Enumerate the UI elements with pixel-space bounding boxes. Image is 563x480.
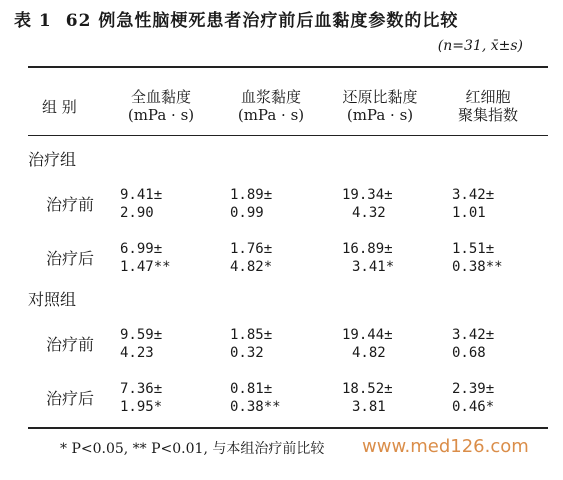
table-title [14, 6, 458, 31]
value-cell [120, 380, 162, 416]
value-mean: 1.89± [230, 187, 273, 203]
bottom-rule [28, 427, 548, 429]
value-sd: 4.23 [120, 345, 154, 361]
header-whole-blood-label: 全血黏度 [130, 88, 191, 106]
value-mean: 18.52± [342, 381, 393, 397]
value-mean: 2.39± [452, 381, 495, 397]
watermark: www.med126.com [362, 436, 529, 457]
value-mean: 1.76± [230, 241, 273, 257]
header-rbc [448, 88, 528, 124]
value-cell [452, 380, 494, 416]
footnote: * P<0.05, ** P<0.01, 与本组治疗前比较 [60, 441, 325, 457]
header-whole-blood-unit: (mPa · s) [127, 106, 195, 124]
header-group: 组 别 [42, 98, 77, 116]
value-sd: 3.41* [352, 259, 395, 275]
row-label: 治疗后 [46, 249, 95, 268]
value-mean: 9.59± [120, 327, 163, 343]
value-cell [230, 240, 272, 276]
value-sd: 3.81 [352, 399, 386, 415]
value-cell [120, 326, 162, 362]
top-rule [28, 66, 548, 68]
table-number: 表 1 [14, 11, 52, 31]
value-mean: 3.42± [452, 187, 495, 203]
header-rbc-unit: 聚集指数 [457, 106, 518, 124]
table-title-text: 62 例急性脑梗死患者治疗前后血黏度参数的比较 [65, 11, 459, 31]
value-mean: 6.99± [120, 241, 163, 257]
header-plasma-unit: (mPa · s) [237, 106, 305, 124]
value-mean: 1.51± [452, 241, 495, 257]
header-reduced [330, 88, 430, 124]
stats-note: (n=31, x̄±s) [437, 38, 523, 54]
value-sd: 0.46* [452, 399, 495, 415]
value-mean: 0.81± [230, 381, 273, 397]
row-label: 治疗前 [46, 335, 95, 354]
value-sd: 0.38** [452, 259, 503, 275]
value-mean: 1.85± [230, 327, 273, 343]
value-cell [342, 380, 393, 416]
value-mean: 19.34± [342, 187, 393, 203]
value-cell [452, 240, 503, 276]
header-plasma-label: 血浆黏度 [240, 88, 301, 106]
value-cell [230, 380, 281, 416]
value-cell [452, 326, 494, 362]
header-plasma [226, 88, 316, 124]
value-mean: 19.44± [342, 327, 393, 343]
value-sd: 4.82 [352, 345, 386, 361]
value-sd: 4.82* [230, 259, 273, 275]
header-rbc-label: 红细胞 [465, 88, 511, 106]
header-reduced-label: 还原比黏度 [342, 88, 418, 106]
group-label-treatment: 治疗组 [28, 150, 77, 169]
value-cell [230, 326, 272, 362]
value-mean: 7.36± [120, 381, 163, 397]
value-sd: 1.95* [120, 399, 163, 415]
value-cell [120, 186, 162, 222]
value-mean: 16.89± [342, 241, 393, 257]
value-sd: 4.32 [352, 205, 386, 221]
value-cell [342, 326, 393, 362]
value-sd: 0.32 [230, 345, 264, 361]
value-mean: 3.42± [452, 327, 495, 343]
header-rule [28, 135, 548, 136]
value-sd: 2.90 [120, 205, 154, 221]
row-label: 治疗前 [46, 195, 95, 214]
row-label: 治疗后 [46, 389, 95, 408]
value-cell [230, 186, 272, 222]
value-cell [452, 186, 494, 222]
value-sd: 0.38** [230, 399, 281, 415]
value-cell [342, 186, 393, 222]
value-mean: 9.41± [120, 187, 163, 203]
header-reduced-unit: (mPa · s) [346, 106, 414, 124]
value-sd: 1.01 [452, 205, 486, 221]
group-label-control: 对照组 [28, 290, 77, 309]
value-cell [120, 240, 171, 276]
value-sd: 0.68 [452, 345, 486, 361]
value-sd: 0.99 [230, 205, 264, 221]
value-sd: 1.47** [120, 259, 171, 275]
value-cell [342, 240, 394, 276]
header-whole-blood [116, 88, 206, 124]
